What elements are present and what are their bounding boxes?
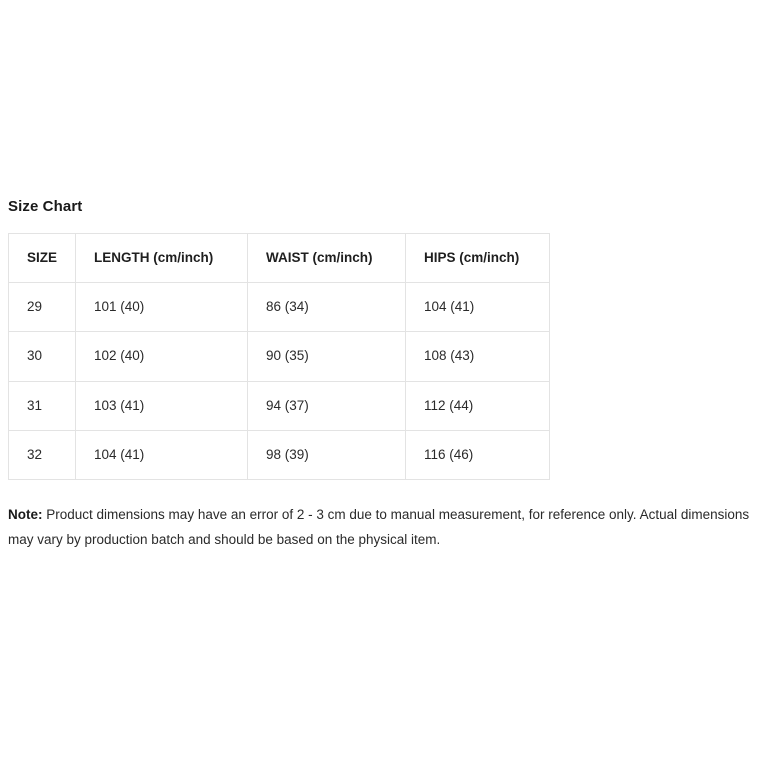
table-body (9, 283, 550, 480)
cell-hips: 108 (43) (406, 332, 550, 381)
cell-size: 32 (9, 430, 76, 479)
table-row (9, 332, 550, 381)
table-header (9, 234, 550, 283)
page-title: Size Chart (8, 198, 83, 215)
table-row (9, 283, 550, 332)
cell-size: 30 (9, 332, 76, 381)
table-header-row (9, 234, 550, 283)
note-line-2: Actual dimensions may vary by production batch and should be based on the physical item. (8, 506, 750, 547)
measurement-note (8, 502, 752, 552)
cell-waist: 98 (39) (248, 430, 406, 479)
note-line-1: Product dimensions may have an error of 2 - 3 cm due to manual measurement, for reference only. (42, 506, 637, 522)
note-label: Note: (8, 506, 43, 522)
column-header-waist: WAIST (cm/inch) (248, 234, 406, 283)
column-header-size: SIZE (9, 234, 76, 283)
column-header-length: LENGTH (cm/inch) (76, 234, 248, 283)
column-header-hips: HIPS (cm/inch) (406, 234, 550, 283)
cell-waist: 86 (34) (248, 283, 406, 332)
cell-size: 31 (9, 381, 76, 430)
cell-hips: 112 (44) (406, 381, 550, 430)
cell-hips: 104 (41) (406, 283, 550, 332)
cell-waist: 94 (37) (248, 381, 406, 430)
cell-length: 101 (40) (76, 283, 248, 332)
table-row (9, 381, 550, 430)
size-chart-content (8, 198, 754, 552)
size-chart-table (8, 233, 550, 480)
cell-waist: 90 (35) (248, 332, 406, 381)
cell-length: 104 (41) (76, 430, 248, 479)
cell-hips: 116 (46) (406, 430, 550, 479)
cell-size: 29 (9, 283, 76, 332)
cell-length: 102 (40) (76, 332, 248, 381)
cell-length: 103 (41) (76, 381, 248, 430)
table-row (9, 430, 550, 479)
